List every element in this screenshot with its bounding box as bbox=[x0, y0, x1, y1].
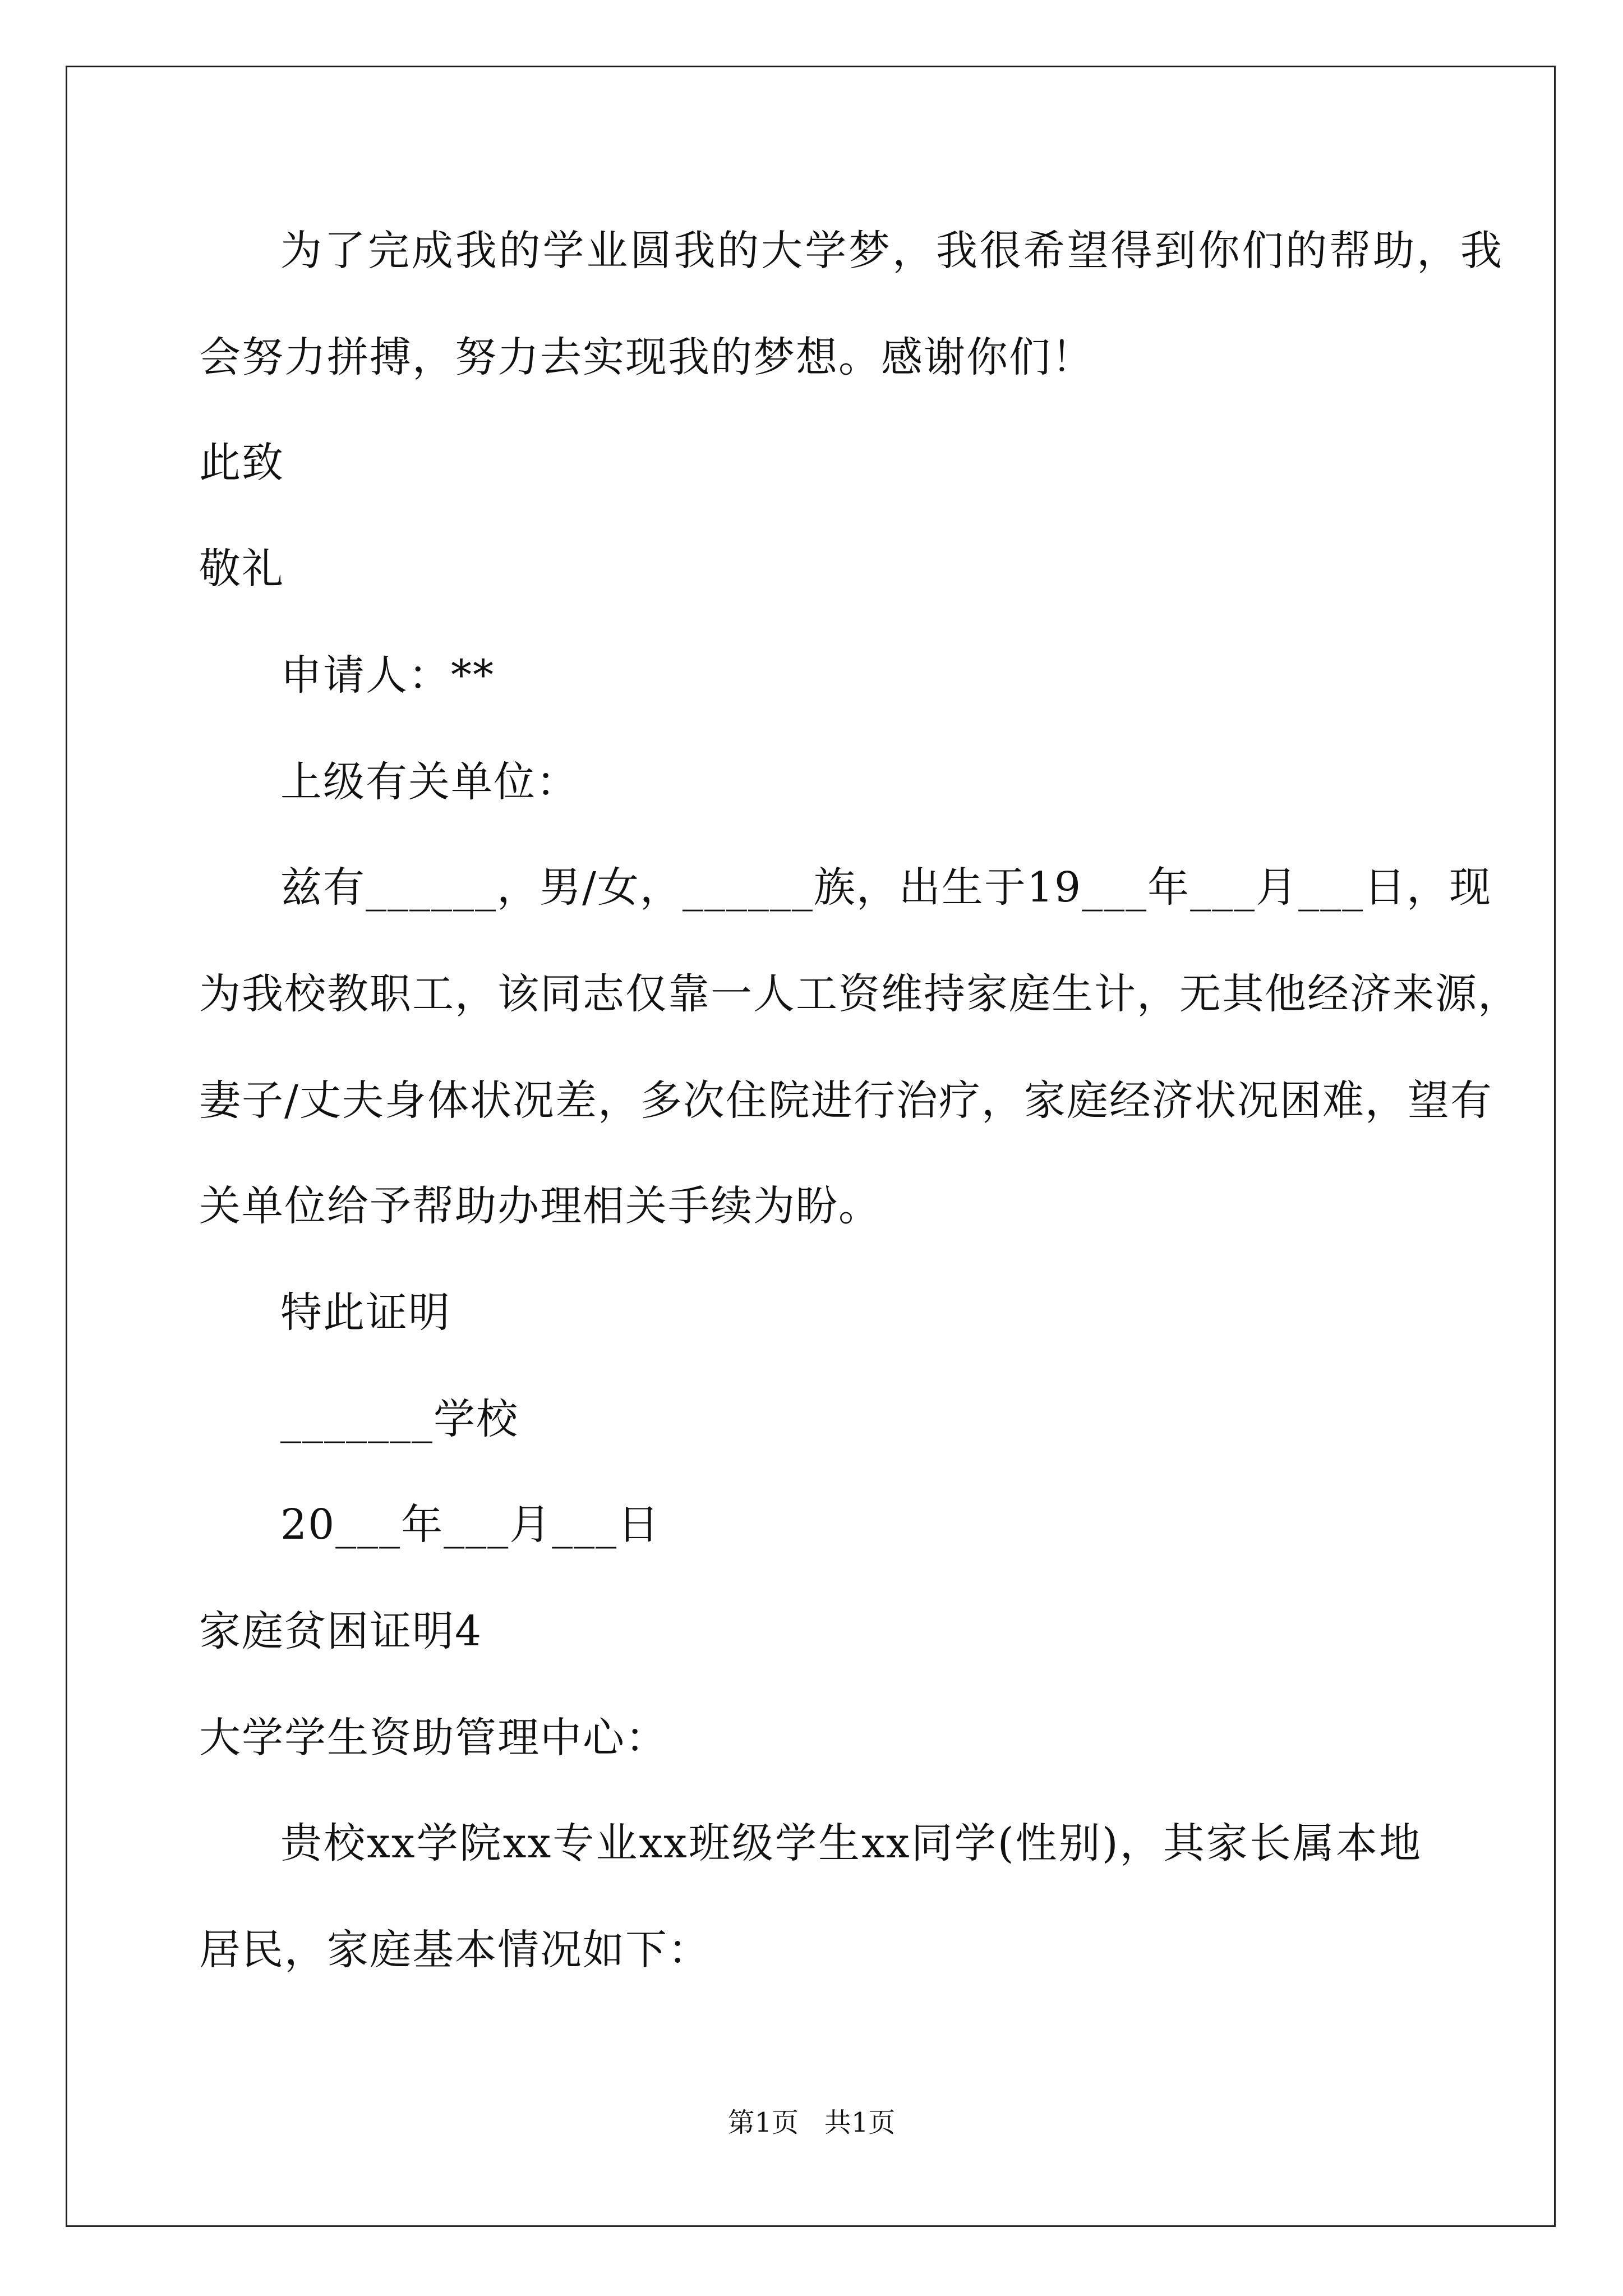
certify-line: 特此证明 bbox=[280, 1289, 451, 1337]
page-frame bbox=[66, 66, 1556, 2227]
page-footer: 第1页 共1页 bbox=[727, 2107, 896, 2138]
paragraph-2-line-3: 妻子/丈夫身体状况差，多次住院进行治疗，家庭经济状况困难，望有 bbox=[199, 1076, 1493, 1125]
paragraph-2-line-2: 为我校教职工，该同志仅靠一人工资维持家庭生计，无其他经济来源， bbox=[199, 970, 1520, 1018]
paragraph-2-line-1: 兹有______，男/女，______族，出生于19___年___月___日，现 bbox=[280, 863, 1492, 912]
paragraph-1-line-2: 会努力拼搏，努力去实现我的梦想。感谢你们！ bbox=[199, 333, 1094, 381]
salutation-line: 上级有关单位： bbox=[280, 758, 579, 806]
paragraph-3-line-1: 贵校xx学院xx专业xx班级学生xx同学(性别)，其家长属本地 bbox=[280, 1819, 1422, 1867]
paragraph-3-line-2: 居民，家庭基本情况如下： bbox=[199, 1926, 711, 1974]
section-heading: 家庭贫困证明4 bbox=[199, 1607, 483, 1655]
recipient-line: 大学学生资助管理中心： bbox=[199, 1714, 668, 1762]
closing-line-2: 敬礼 bbox=[199, 545, 284, 593]
date-line: 20___年___月___日 bbox=[280, 1501, 661, 1549]
school-line: _______学校 bbox=[280, 1395, 519, 1443]
closing-line-1: 此致 bbox=[199, 439, 284, 487]
paragraph-2-line-4: 关单位给予帮助办理相关手续为盼。 bbox=[199, 1182, 881, 1230]
applicant-line: 申请人：** bbox=[280, 651, 495, 700]
paragraph-1-line-1: 为了完成我的学业圆我的大学梦，我很希望得到你们的帮助，我 bbox=[280, 227, 1503, 275]
